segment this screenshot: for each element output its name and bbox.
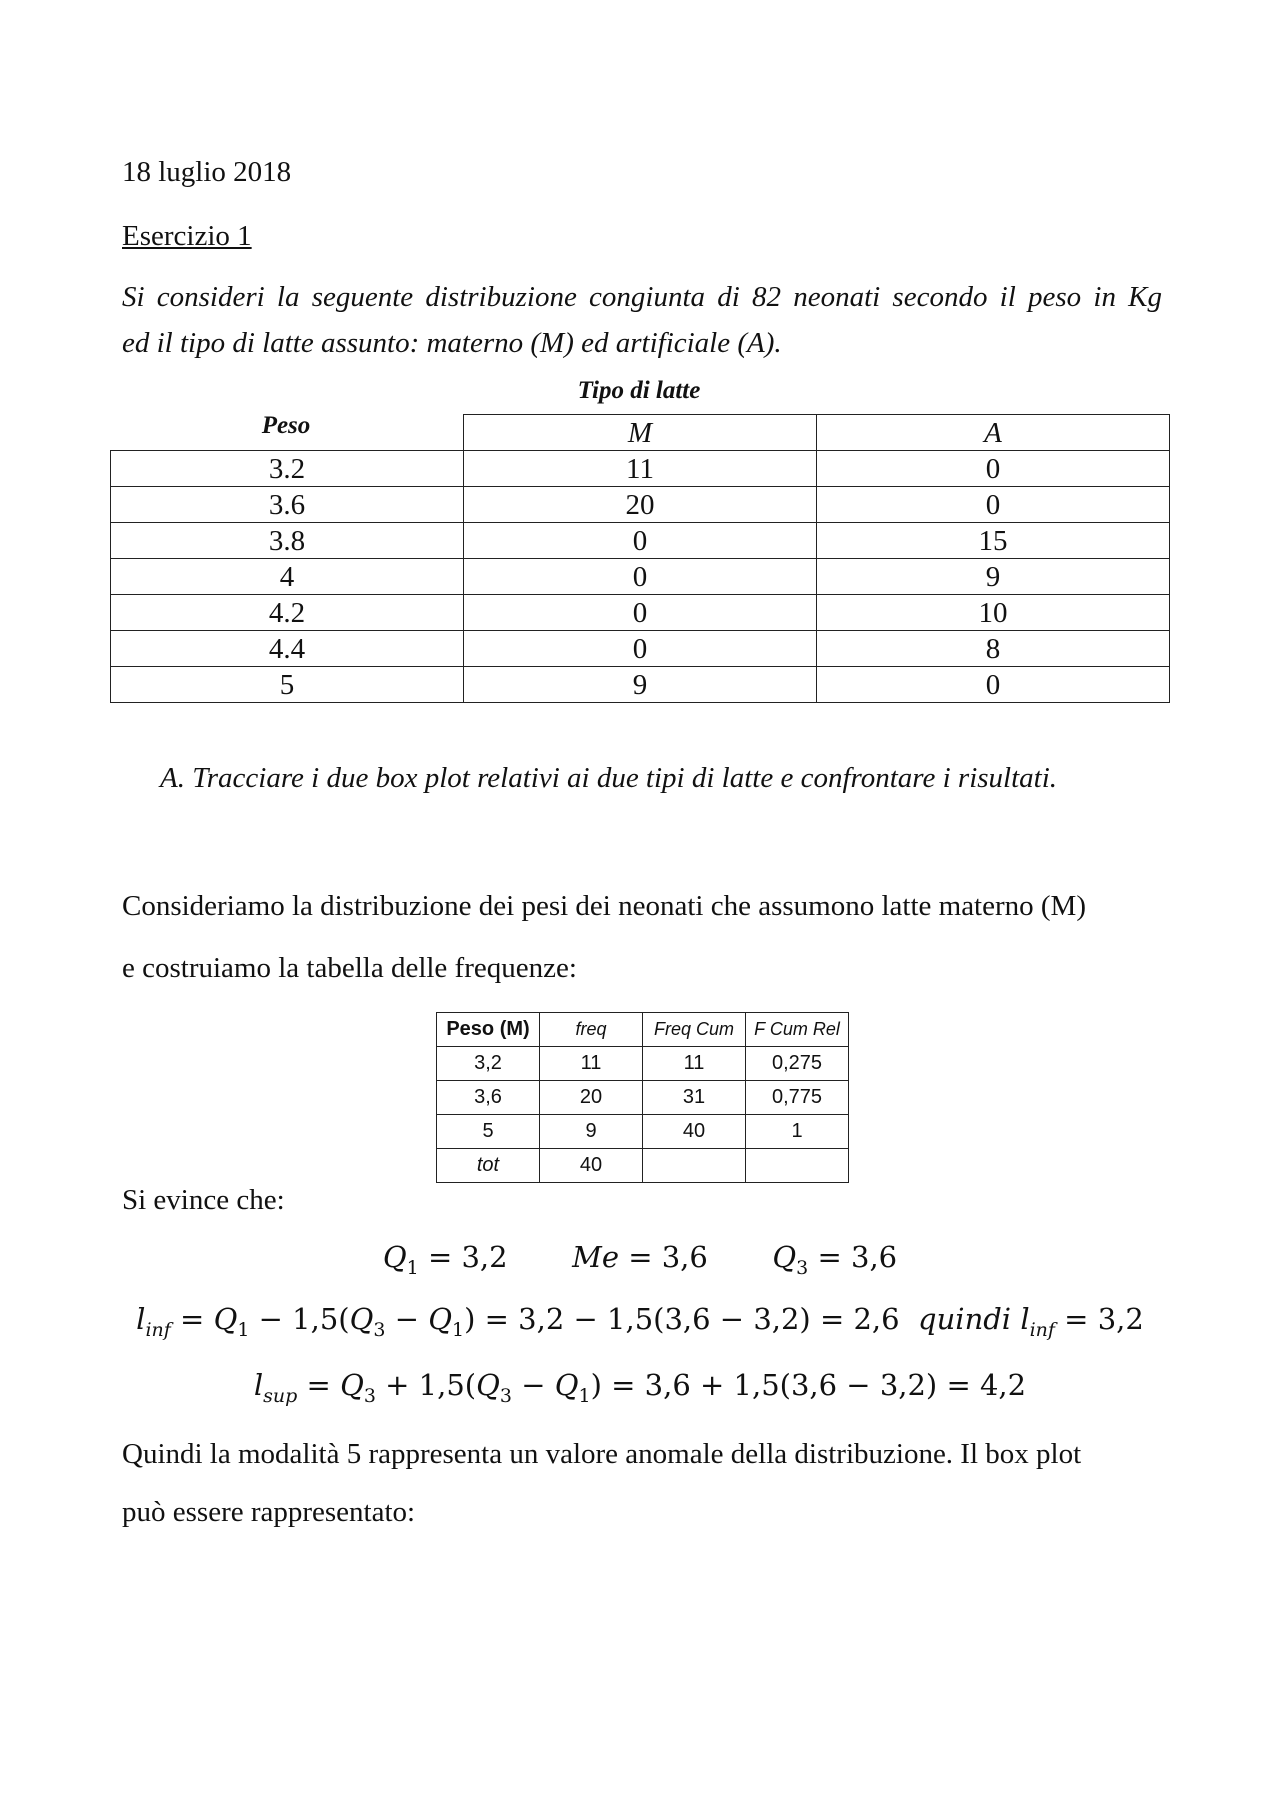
paragraph-5: può essere rappresentato: xyxy=(122,1496,416,1528)
paragraph-2: e costruiamo la tabella delle frequenze: xyxy=(122,952,577,984)
table-cell: 0 xyxy=(464,631,817,667)
table-cell: 5 xyxy=(111,667,464,703)
table-cell: 5 xyxy=(437,1115,540,1149)
table-cell: 4.4 xyxy=(111,631,464,667)
table-cell: 4.2 xyxy=(111,595,464,631)
upper-limit-formula: $l_{sup} = Q_3 + 1,5(Q_3 - Q_1) = 3,6 + 1,5(3,6 - 3,2) = 4,2$ xyxy=(253,1368,1027,1407)
intro-line-2: ed il tipo di latte assunto: materno (M) ed artificiale (A). xyxy=(122,327,782,359)
table-cell: 11 xyxy=(464,451,817,487)
column-header: freq xyxy=(540,1013,643,1047)
table-cell: 1 xyxy=(746,1115,849,1149)
table-cell: 3,6 xyxy=(437,1081,540,1115)
table-cell: 3.6 xyxy=(111,487,464,523)
column-header: Peso (M) xyxy=(437,1013,540,1047)
table-cell: 3,2 xyxy=(437,1047,540,1081)
table-cell: 11 xyxy=(643,1047,746,1081)
table-row xyxy=(111,451,1170,487)
intro-line-1: Si consideri la seguente distribuzione congiunta di 82 neonati secondo il peso in Kg xyxy=(122,281,1162,313)
column-header: Freq Cum xyxy=(643,1013,746,1047)
table-row xyxy=(437,1149,849,1183)
joint-table-row-header: Peso xyxy=(261,412,311,439)
table-row xyxy=(111,487,1170,523)
upper-limit-expression: = 3,6 + 1,5(3,6 − 3,2) = 4,2 xyxy=(611,1368,1027,1402)
table-cell: 0 xyxy=(817,667,1170,703)
table-cell: 8 xyxy=(817,631,1170,667)
table-header-row xyxy=(111,415,1170,451)
table-cell: 9 xyxy=(540,1115,643,1149)
table-cell: tot xyxy=(437,1149,540,1183)
q1-value: = 3,2 xyxy=(427,1240,508,1274)
exercise-title: Esercizio 1 xyxy=(122,220,252,252)
table-cell: 3.2 xyxy=(111,451,464,487)
table-cell: 40 xyxy=(643,1115,746,1149)
table-row xyxy=(437,1115,849,1149)
lower-limit-expression: = 3,2 − 1,5(3,6 − 3,2) = 2,6 xyxy=(484,1302,900,1336)
table-cell: 31 xyxy=(643,1081,746,1115)
table-cell: 20 xyxy=(540,1081,643,1115)
table-cell: 0 xyxy=(464,523,817,559)
column-header-a: A xyxy=(817,415,1170,451)
table-cell: 11 xyxy=(540,1047,643,1081)
frequency-table xyxy=(436,1012,849,1183)
table-row xyxy=(111,559,1170,595)
paragraph-1: Consideriamo la distribuzione dei pesi dei neonati che assumono latte materno (M) xyxy=(122,890,1086,922)
column-header: F Cum Rel xyxy=(746,1013,849,1047)
table-cell: 20 xyxy=(464,487,817,523)
table-cell xyxy=(643,1149,746,1183)
quartiles-formula: $Q_1 = 3,2$ Me = 3,6 $Q_3 = 3,6$ xyxy=(382,1240,898,1279)
lower-limit-word: quindi xyxy=(918,1302,1012,1336)
question-a: A. Tracciare i due box plot relativi ai due tipi di latte e confrontare i risultati. xyxy=(160,762,1058,794)
joint-distribution-table xyxy=(110,414,1170,703)
q3-value: = 3,6 xyxy=(817,1240,898,1274)
table-row xyxy=(111,667,1170,703)
table-cell: 0 xyxy=(817,487,1170,523)
paragraph-4: Quindi la modalità 5 rappresenta un valore anomale della distribuzione. Il box plot xyxy=(122,1438,1082,1470)
table-cell: 0 xyxy=(817,451,1170,487)
table-cell: 15 xyxy=(817,523,1170,559)
table-cell: 40 xyxy=(540,1149,643,1183)
table-cell: 0 xyxy=(464,595,817,631)
table-row xyxy=(111,631,1170,667)
lower-limit-formula: $l_{inf} = Q_1 - 1,5(Q_3 - Q_1) = 3,2 - 1,5(3,6 - 3,2) = 2,6$ quindi $l_{inf} = 3,2$ xyxy=(136,1302,1144,1341)
table-cell: 4 xyxy=(111,559,464,595)
table-cell: 0,775 xyxy=(746,1081,849,1115)
table-row xyxy=(111,523,1170,559)
column-header-m: M xyxy=(464,415,817,451)
table-cell: 0 xyxy=(464,559,817,595)
joint-table-group-header: Tipo di latte xyxy=(577,377,701,404)
intro-paragraph xyxy=(122,274,1162,366)
table-row xyxy=(111,595,1170,631)
table-cell: 10 xyxy=(817,595,1170,631)
lower-limit-value: = 3,2 xyxy=(1064,1302,1144,1336)
table-cell: 9 xyxy=(817,559,1170,595)
table-header-blank xyxy=(111,415,464,451)
date: 18 luglio 2018 xyxy=(122,156,292,188)
table-cell xyxy=(746,1149,849,1183)
table-cell: 3.8 xyxy=(111,523,464,559)
table-row xyxy=(437,1047,849,1081)
paragraph-3: Si evince che: xyxy=(122,1184,285,1216)
table-row xyxy=(437,1081,849,1115)
table-header-row xyxy=(437,1013,849,1047)
table-cell: 0,275 xyxy=(746,1047,849,1081)
median-value: = 3,6 xyxy=(628,1240,708,1274)
table-cell: 9 xyxy=(464,667,817,703)
